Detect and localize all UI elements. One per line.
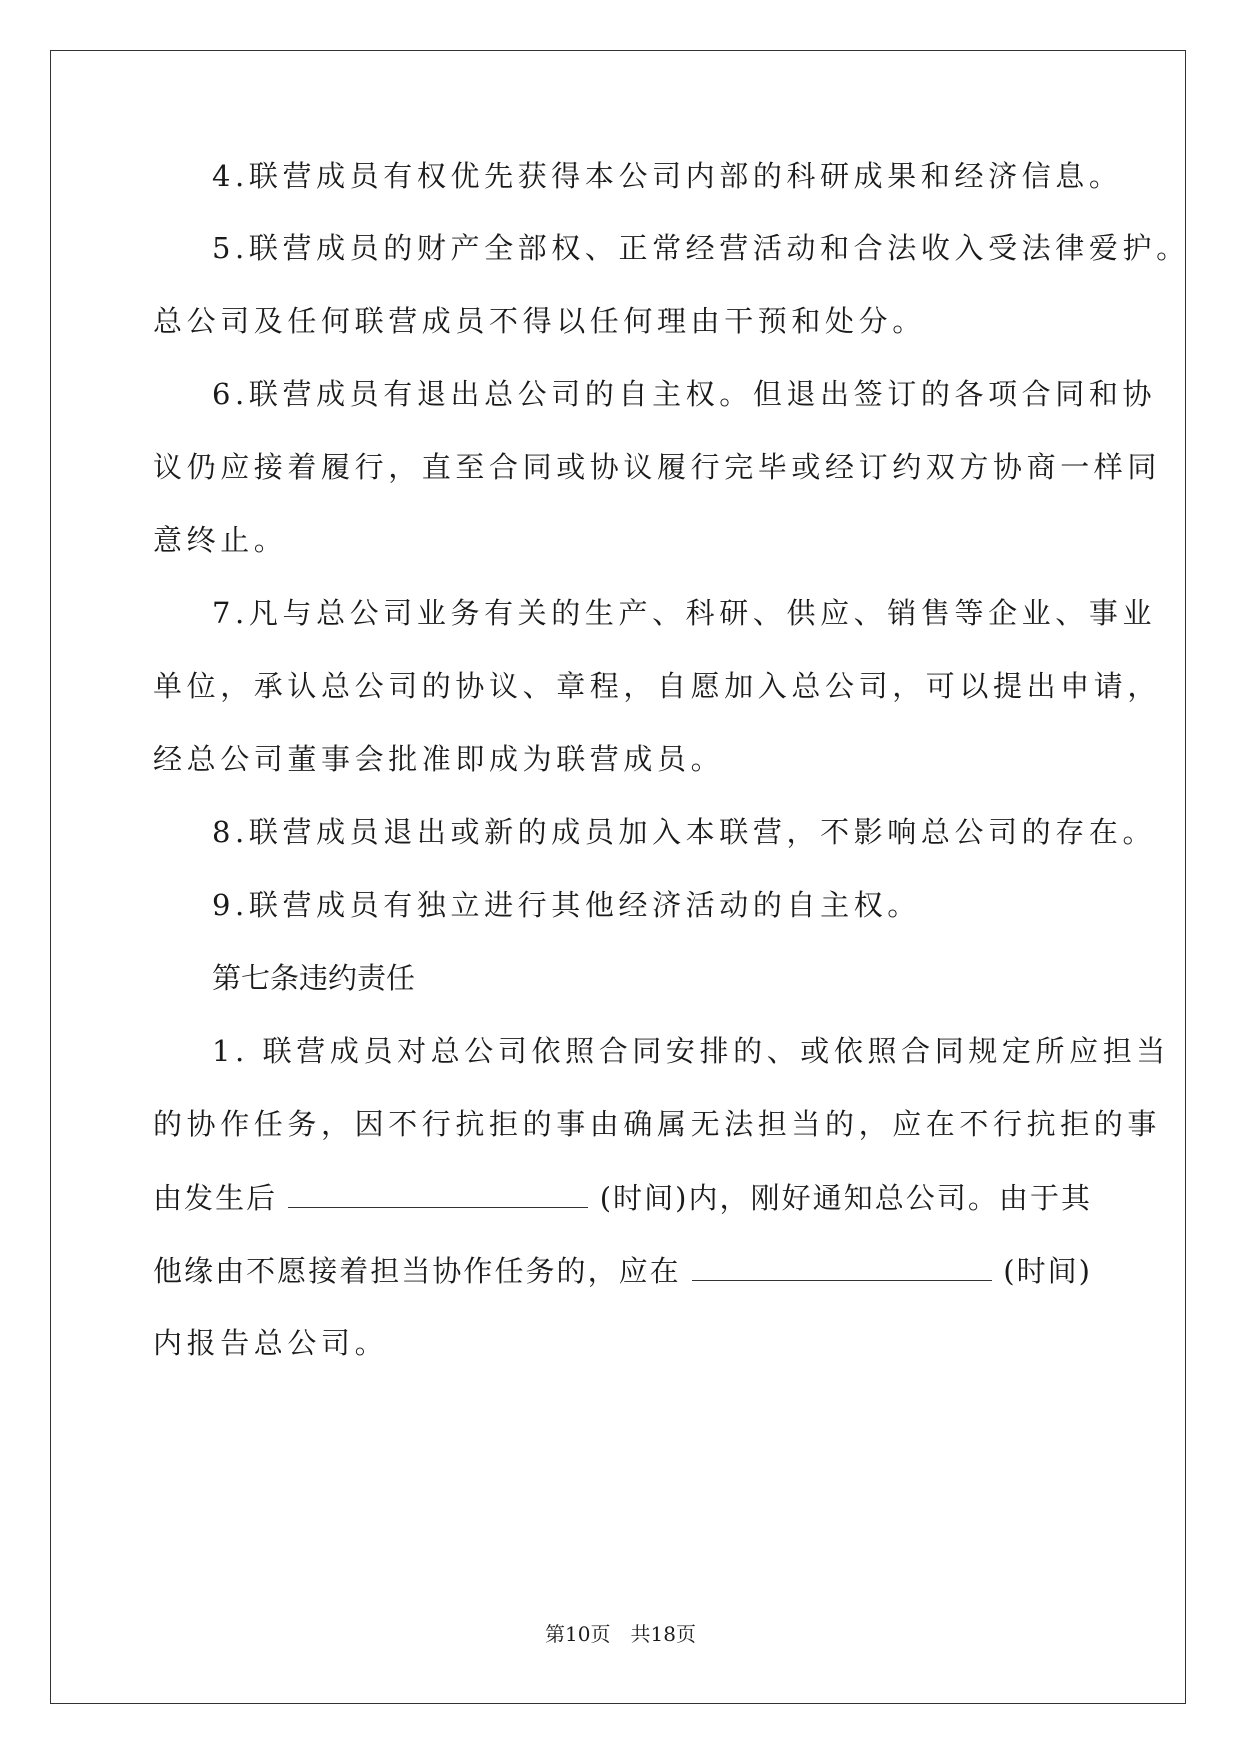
time-blank-field[interactable] [288, 1177, 588, 1208]
clause-7-line-3: 经总公司董事会批准即成为联营成员。 [153, 742, 725, 776]
time-blank-field[interactable] [692, 1250, 992, 1281]
article-7-item-1-line-4 [153, 1250, 1090, 1291]
clause-6-line-1: 6.联营成员有退出总公司的自主权。但退出签订的各项合同和协 [212, 377, 1157, 411]
text-after-blank: (时间)内，刚好通知总公司。由于其 [599, 1181, 1090, 1215]
clause-6-line-3: 意终止。 [153, 523, 288, 557]
article-7-item-1-line-2: 的协作任务，因不行抗拒的事由确属无法担当的，应在不行抗拒的事 [153, 1107, 1162, 1141]
page-number-footer: 第10页 共18页 [545, 1622, 696, 1646]
clause-5-line-2: 总公司及任何联营成员不得以任何理由干预和处分。 [153, 304, 926, 338]
text-before-blank: 他缘由不愿接着担当协作任务的，应在 [153, 1254, 681, 1288]
text-before-blank: 由发生后 [153, 1181, 278, 1215]
clause-6-line-2: 议仍应接着履行，直至合同或协议履行完毕或经订约双方协商一样同 [153, 450, 1162, 484]
clause-4-line-1: 4.联营成员有权优先获得本公司内部的科研成果和经济信息。 [212, 159, 1123, 193]
clause-7-line-1: 7.凡与总公司业务有关的生产、科研、供应、销售等企业、事业 [212, 596, 1157, 630]
clause-5-line-1: 5.联营成员的财产全部权、正常经营活动和合法收入受法律爱护。 [212, 231, 1190, 265]
clause-9-line-1: 9.联营成员有独立进行其他经济活动的自主权。 [212, 888, 921, 922]
text-after-blank: (时间) [1003, 1254, 1090, 1288]
clause-7-line-2: 单位，承认总公司的协议、章程，自愿加入总公司，可以提出申请， [153, 669, 1162, 703]
clause-8-line-1: 8.联营成员退出或新的成员加入本联营，不影响总公司的存在。 [212, 815, 1157, 849]
article-7-heading: 第七条违约责任 [212, 961, 416, 995]
article-7-item-1-line-3 [153, 1177, 1090, 1218]
page-border [50, 50, 1186, 1704]
article-7-item-1-line-5: 内报告总公司。 [153, 1326, 389, 1360]
article-7-item-1-line-1: 1. 联营成员对总公司依照合同安排的、或依照合同规定所应担当 [212, 1034, 1170, 1068]
